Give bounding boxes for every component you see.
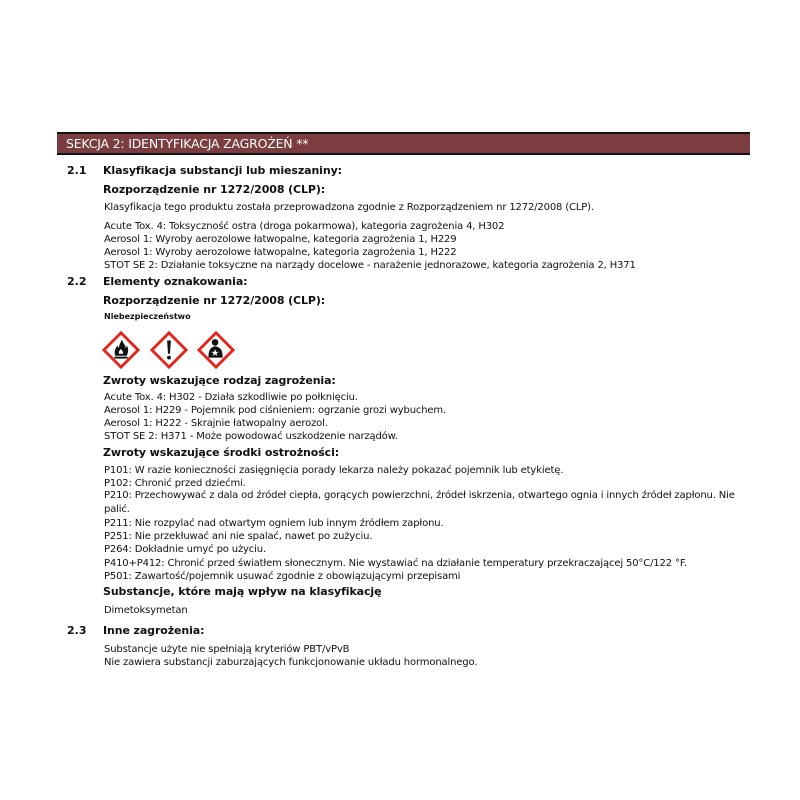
signal-word: Niebezpieczeństwo bbox=[104, 312, 191, 321]
health-hazard-pictogram-icon bbox=[197, 331, 235, 369]
classification-intro: Klasyfikacja tego produktu została przeprowadzona zgodnie z Rozporządzeniem nr 1272/2008 (CLP). bbox=[104, 202, 594, 213]
regulation-heading-2-1: Rozporządzenie nr 1272/2008 (CLP): bbox=[103, 183, 326, 196]
subsection-number-2-3: 2.3 bbox=[67, 624, 87, 637]
subsection-title-2-3: Inne zagrożenia: bbox=[103, 624, 205, 637]
other-hazards-line: Substancje użyte nie spełniają kryteriów PBT/vPvB bbox=[104, 644, 350, 655]
precaution-statement: P251: Nie przekłuwać ani nie spalać, nawet po zużyciu. bbox=[104, 531, 373, 542]
classification-item: Aerosol 1: Wyroby aerozolowe łatwopalne, kategoria zagrożenia 1, H229 bbox=[104, 234, 457, 245]
precaution-statements-heading: Zwroty wskazujące środki ostrożności: bbox=[103, 446, 340, 459]
classification-item: Aerosol 1: Wyroby aerozolowe łatwopalne, kategoria zagrożenia 1, H222 bbox=[104, 247, 457, 258]
precaution-statement: P102: Chronić przed dziećmi. bbox=[104, 478, 246, 489]
precaution-statement: P264: Dokładnie umyć po użyciu. bbox=[104, 544, 267, 555]
precaution-statement: P410+P412: Chronić przed światłem słonecznym. Nie wystawiać na działanie temperatury przekraczającej 50°C/122 °F. bbox=[104, 558, 687, 569]
substance-item: Dimetoksymetan bbox=[104, 605, 188, 616]
section-header: SEKCJA 2: IDENTYFIKACJA ZAGROŻEŃ ** bbox=[57, 132, 750, 155]
hazard-statement: Aerosol 1: H229 - Pojemnik pod ciśnieniem: ogrzanie grozi wybuchem. bbox=[104, 405, 447, 416]
precaution-statement: P210: Przechowywać z dala od źródeł ciepła, gorących powierzchni, źródeł iskrzenia, otwartego ognia i innych źródeł zapłonu. Nie palić. bbox=[104, 490, 735, 515]
subsection-number-2-1: 2.1 bbox=[67, 164, 87, 177]
precaution-statement: P501: Zawartość/pojemnik usuwać zgodnie z obowiązującymi przepisami bbox=[104, 571, 461, 582]
flame-pictogram-icon bbox=[102, 331, 140, 369]
other-hazards-line: Nie zawiera substancji zaburzających funkcjonowanie układu hormonalnego. bbox=[104, 657, 478, 668]
exclamation-pictogram-icon bbox=[150, 331, 188, 369]
subsection-number-2-2: 2.2 bbox=[67, 275, 87, 288]
classification-item: STOT SE 2: Działanie toksyczne na narządy docelowe - narażenie jednorazowe, kategoria zagrożenia 2, H371 bbox=[104, 260, 636, 271]
hazard-statement: STOT SE 2: H371 - Może powodować uszkodzenie narządów. bbox=[104, 431, 398, 442]
classification-item: Acute Tox. 4: Toksyczność ostra (droga pokarmowa), kategoria zagrożenia 4, H302 bbox=[104, 221, 505, 232]
subsection-title-2-1: Klasyfikacja substancji lub mieszaniny: bbox=[103, 164, 342, 177]
precaution-statement: P101: W razie konieczności zasięgnięcia porady lekarza należy pokazać pojemnik lub etykietę. bbox=[104, 465, 564, 476]
hazard-statements-heading: Zwroty wskazujące rodzaj zagrożenia: bbox=[103, 374, 336, 387]
regulation-heading-2-2: Rozporządzenie nr 1272/2008 (CLP): bbox=[103, 294, 326, 307]
precaution-statement: P211: Nie rozpylać nad otwartym ogniem lub innym źródłem zapłonu. bbox=[104, 518, 444, 529]
subsection-title-2-2: Elementy oznakowania: bbox=[103, 275, 248, 288]
substances-heading: Substancje, które mają wpływ na klasyfikację bbox=[103, 585, 382, 598]
hazard-statement: Aerosol 1: H222 - Skrajnie łatwopalny aerozol. bbox=[104, 418, 328, 429]
hazard-statement: Acute Tox. 4: H302 - Działa szkodliwie po połknięciu. bbox=[104, 392, 358, 403]
